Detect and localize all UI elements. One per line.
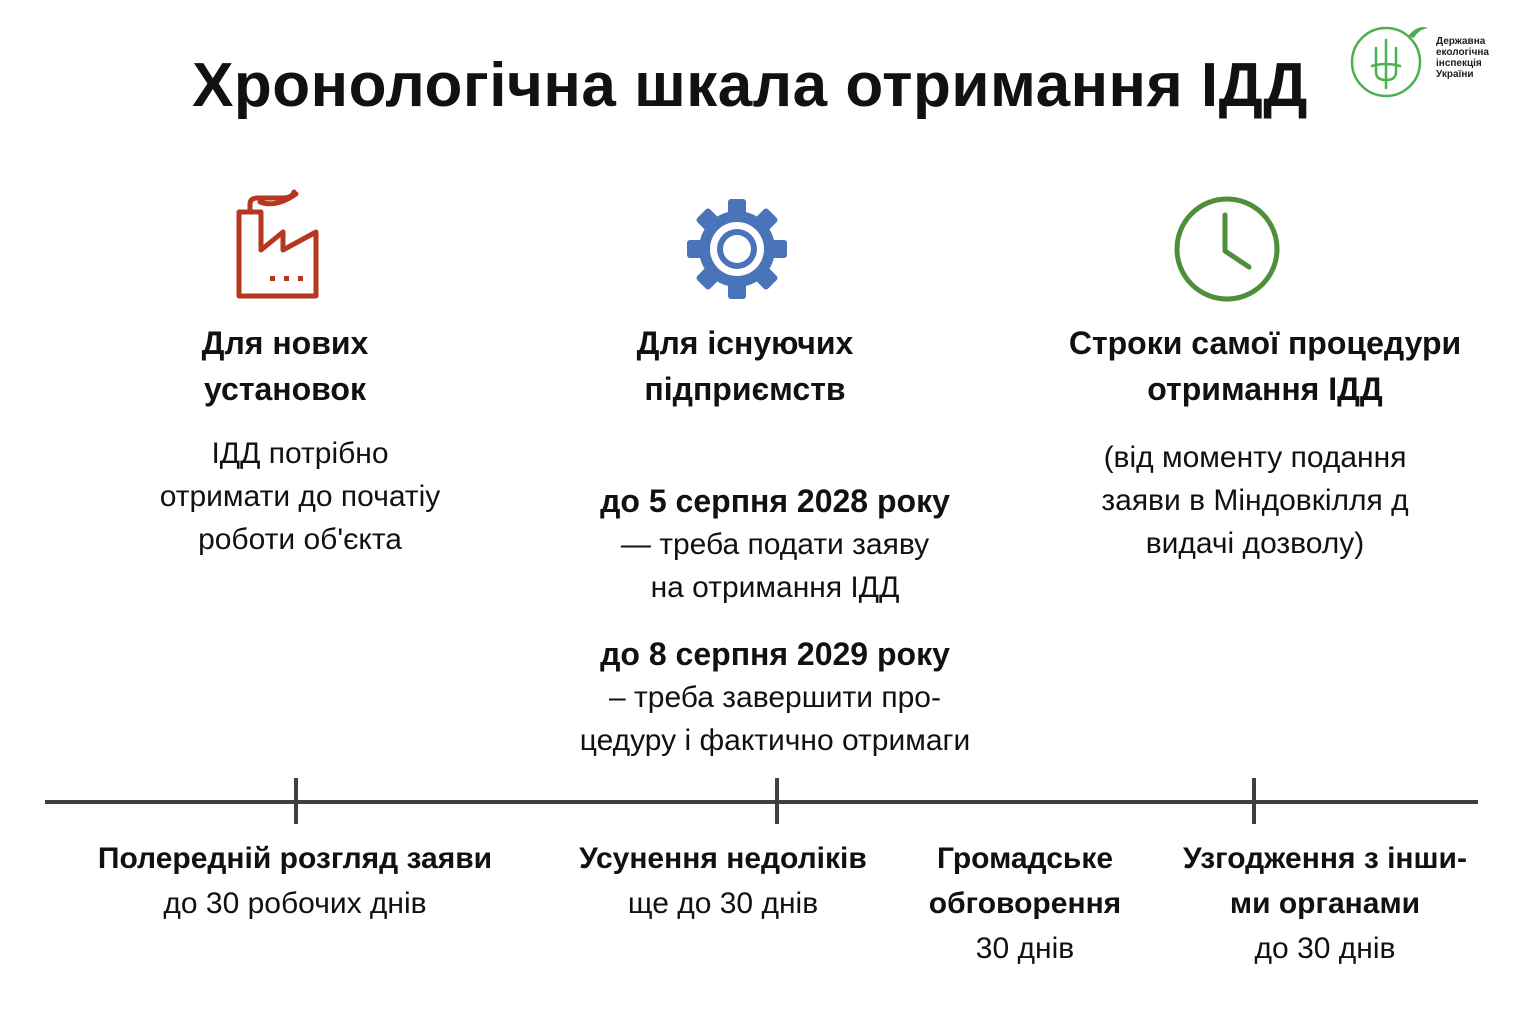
procedure-terms-text (1030, 436, 1480, 565)
deadline-text-line: цедуру і фактично отримаги (579, 724, 971, 757)
heading-line: отримання ІДД (1147, 371, 1383, 407)
factory-icon (230, 188, 326, 304)
stage-fixing-deficiencies (548, 836, 898, 926)
new-installations-heading (80, 320, 490, 412)
stage-coordination (1150, 836, 1500, 971)
timeline-tick (775, 778, 779, 824)
timeline-tick (294, 778, 298, 824)
text-line: (від моменту подання (1103, 441, 1407, 474)
deadline-2028 (535, 480, 1015, 609)
stage-duration: 30 днів (975, 932, 1075, 965)
stage-name: обговорення (928, 887, 1122, 920)
deadline-2029 (535, 633, 1015, 762)
text-line: заяви в Міндовкілля д (1101, 484, 1409, 517)
stage-name: ми органами (1229, 887, 1421, 920)
deadline-text-line: на отримання ІДД (650, 571, 900, 604)
text-line: видачі дозволу) (1145, 527, 1365, 560)
stage-duration: до 30 днів (1254, 932, 1396, 965)
stage-name: Громадське (936, 842, 1114, 875)
deadline-date: до 5 серпня 2028 року (600, 483, 950, 519)
text-line: отримати до початіу (159, 480, 441, 513)
timeline-axis (45, 800, 1478, 804)
stage-name: Усунення недоліків (579, 842, 867, 875)
clock-icon (1171, 193, 1283, 305)
logo-text-line: Державна (1436, 36, 1486, 47)
text-line: ІДД потрібно (211, 437, 389, 470)
heading-line: підприємств (644, 371, 846, 407)
stage-name: Полередній розгляд заяви (97, 842, 493, 875)
logo-text (1436, 36, 1526, 80)
stage-duration: ще до 30 днів (627, 887, 819, 920)
logo-text-line: інспекція (1436, 58, 1482, 69)
heading-line: установок (204, 371, 366, 407)
stage-duration: до 30 робочих днів (163, 887, 427, 920)
heading-line: Строки самої процедури (1068, 325, 1462, 361)
deadline-text-line: — треба подати заяву (620, 528, 930, 561)
heading-line: Для існуючих (636, 325, 854, 361)
timeline-tick (1252, 778, 1256, 824)
heading-line: Для нових (201, 325, 369, 361)
deadline-date: до 8 серпня 2029 року (600, 636, 950, 672)
existing-enterprises-heading (545, 320, 945, 412)
new-installations-text (90, 432, 510, 561)
page-title: Хронологічна шкала отримання ІДД (192, 51, 1308, 120)
trident-emblem-icon (1348, 22, 1438, 102)
text-line: роботи об'єкта (198, 523, 402, 556)
deadline-text-line: – треба завершити про- (609, 681, 941, 714)
logo-text-line: України (1436, 69, 1474, 80)
logo-text-line: екологічна (1436, 47, 1489, 58)
stage-name: Узгодження з інши- (1183, 842, 1467, 875)
procedure-terms-heading (1020, 320, 1510, 412)
gear-icon (683, 195, 791, 303)
stage-preliminary-review (55, 836, 535, 926)
stage-public-discussion (905, 836, 1145, 971)
